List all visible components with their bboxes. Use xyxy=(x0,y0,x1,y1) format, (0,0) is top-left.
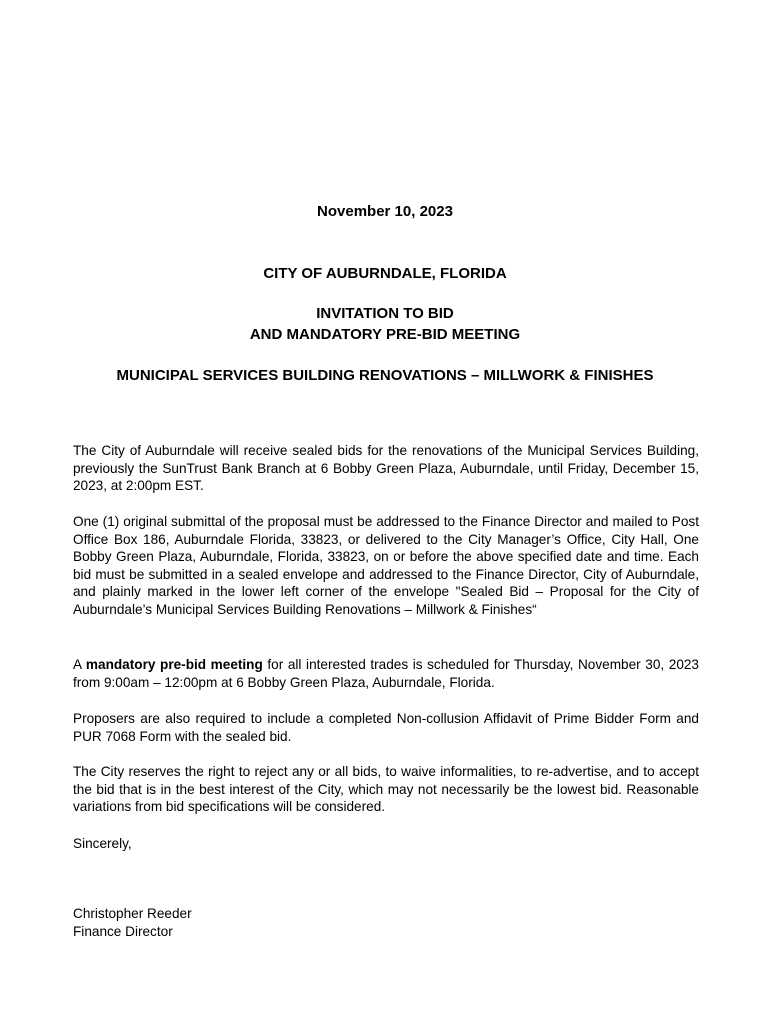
invitation-line-1: INVITATION TO BID xyxy=(316,305,454,322)
pre-bid-details: for all interested trades is scheduled for Thursday, November 30, 2023 from 9:00am – 12:00pm at 6 Bobby Green Plaza, Auburndale, Florida. xyxy=(73,657,699,690)
paragraph-submittal: One (1) original submittal of the proposal must be addressed to the Finance Director and mailed to Post Office Box 186, Auburndale Florida, 33823, or delivered to the City Manager’s Office, City Hall, One Bobby Green Plaza, Auburndale, Florida, 33823, on or before the above specified date and time. Each bid must be submitted in a sealed envelope and addressed to the Finance Director, City of Auburndale, and plainly marked in the lower left corner of the envelope "Sealed Bid – Proposal for the City of Auburndale’s Municipal Services Building Renovations – Millwork & Finishes“ xyxy=(73,514,699,617)
invitation-heading xyxy=(0,303,770,345)
paragraph-pre-bid-meeting xyxy=(73,656,699,691)
paragraph-required-forms: Proposers are also required to include a completed Non-collusion Affidavit of Prime Bidder Form and PUR 7068 Form with the sealed bid. xyxy=(73,711,699,744)
letter-date: November 10, 2023 xyxy=(317,203,453,220)
paragraph-bid-receipt: The City of Auburndale will receive sealed bids for the renovations of the Municipal Services Building, previously the SunTrust Bank Branch at 6 Bobby Green Plaza, Auburndale, until Friday, December 15, 2023, at 2:00pm EST. xyxy=(73,443,699,494)
city-heading: CITY OF AUBURNDALE, FLORIDA xyxy=(263,265,507,282)
signer-name: Christopher Reeder xyxy=(73,906,192,921)
invitation-line-2: AND MANDATORY PRE-BID MEETING xyxy=(249,326,521,343)
pre-bid-emphasis: mandatory pre-bid meeting xyxy=(85,657,263,672)
project-title: MUNICIPAL SERVICES BUILDING RENOVATIONS – MILLWORK & FINISHES xyxy=(116,367,654,384)
paragraph-city-rights: The City reserves the right to reject any or all bids, to waive informalities, to re-advertise, and to accept the bid that is in the best interest of the City, which may not necessarily be the lowest bid. Reasonable variations from bid specifications will be considered. xyxy=(73,764,699,815)
pre-bid-prefix: A xyxy=(73,657,86,672)
signature-block xyxy=(73,905,699,940)
signer-title: Finance Director xyxy=(73,923,173,939)
closing: Sincerely, xyxy=(73,836,132,851)
